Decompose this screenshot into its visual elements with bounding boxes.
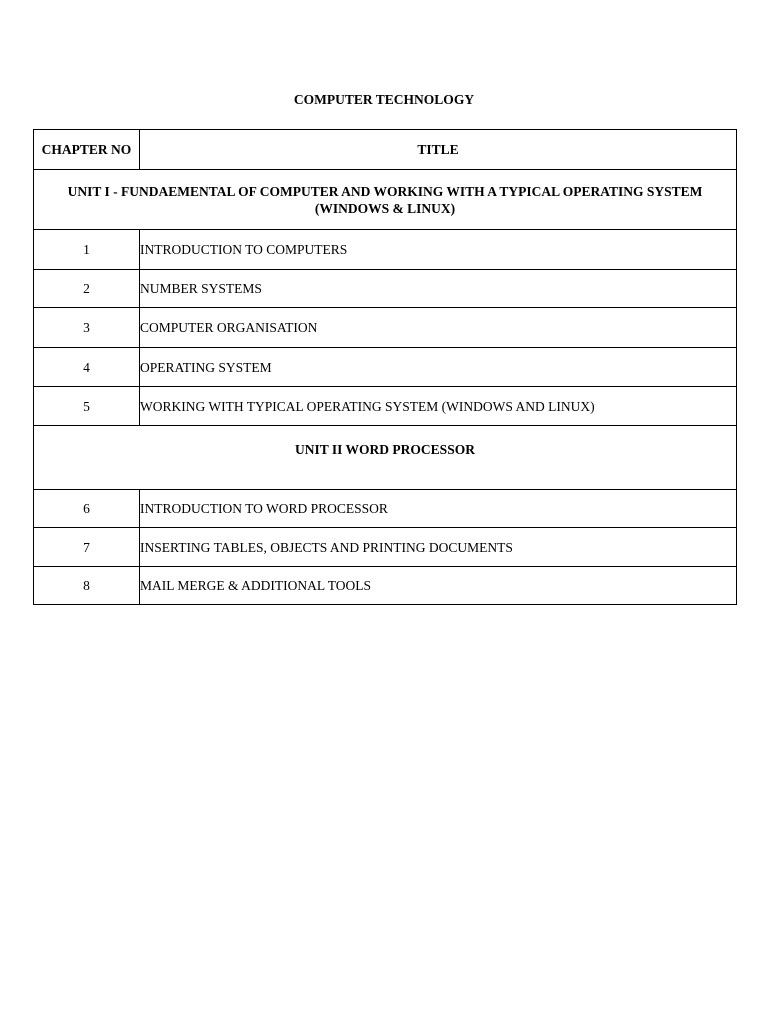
chapter-number: 4 <box>34 348 140 387</box>
chapter-title: COMPUTER ORGANISATION <box>140 308 737 348</box>
table-row <box>34 567 737 605</box>
chapter-title: OPERATING SYSTEM <box>140 348 737 387</box>
chapter-number: 8 <box>34 567 140 605</box>
chapter-table <box>33 129 737 605</box>
unit-heading-row <box>34 170 737 230</box>
chapter-title: INTRODUCTION TO COMPUTERS <box>140 230 737 270</box>
table-row <box>34 528 737 567</box>
header-chapter-no: CHAPTER NO <box>34 130 140 170</box>
table-header-row <box>34 130 737 170</box>
unit-2-heading: UNIT II WORD PROCESSOR <box>34 426 737 490</box>
chapter-number: 1 <box>34 230 140 270</box>
unit-1-heading-line2: (WINDOWS & LINUX) <box>314 200 456 216</box>
chapter-title: INTRODUCTION TO WORD PROCESSOR <box>140 490 737 528</box>
document-title: COMPUTER TECHNOLOGY <box>293 92 475 107</box>
chapter-title: NUMBER SYSTEMS <box>140 270 737 308</box>
chapter-title: MAIL MERGE & ADDITIONAL TOOLS <box>140 567 737 605</box>
unit-1-heading <box>34 170 737 230</box>
chapter-number: 7 <box>34 528 140 567</box>
table-row <box>34 308 737 348</box>
table-row <box>34 490 737 528</box>
chapter-title: WORKING WITH TYPICAL OPERATING SYSTEM (WINDOWS AND LINUX) <box>140 387 737 426</box>
table-row <box>34 348 737 387</box>
header-title: TITLE <box>140 130 737 170</box>
table-row <box>34 387 737 426</box>
table-row <box>34 230 737 270</box>
chapter-title: INSERTING TABLES, OBJECTS AND PRINTING DOCUMENTS <box>140 528 737 567</box>
chapter-number: 3 <box>34 308 140 348</box>
chapter-number: 5 <box>34 387 140 426</box>
chapter-number: 6 <box>34 490 140 528</box>
unit-heading-row <box>34 426 737 490</box>
chapter-number: 2 <box>34 270 140 308</box>
unit-1-heading-line1: UNIT I - FUNDAEMENTAL OF COMPUTER AND WORKING WITH A TYPICAL OPERATING SYSTEM <box>67 183 703 199</box>
table-row <box>34 270 737 308</box>
